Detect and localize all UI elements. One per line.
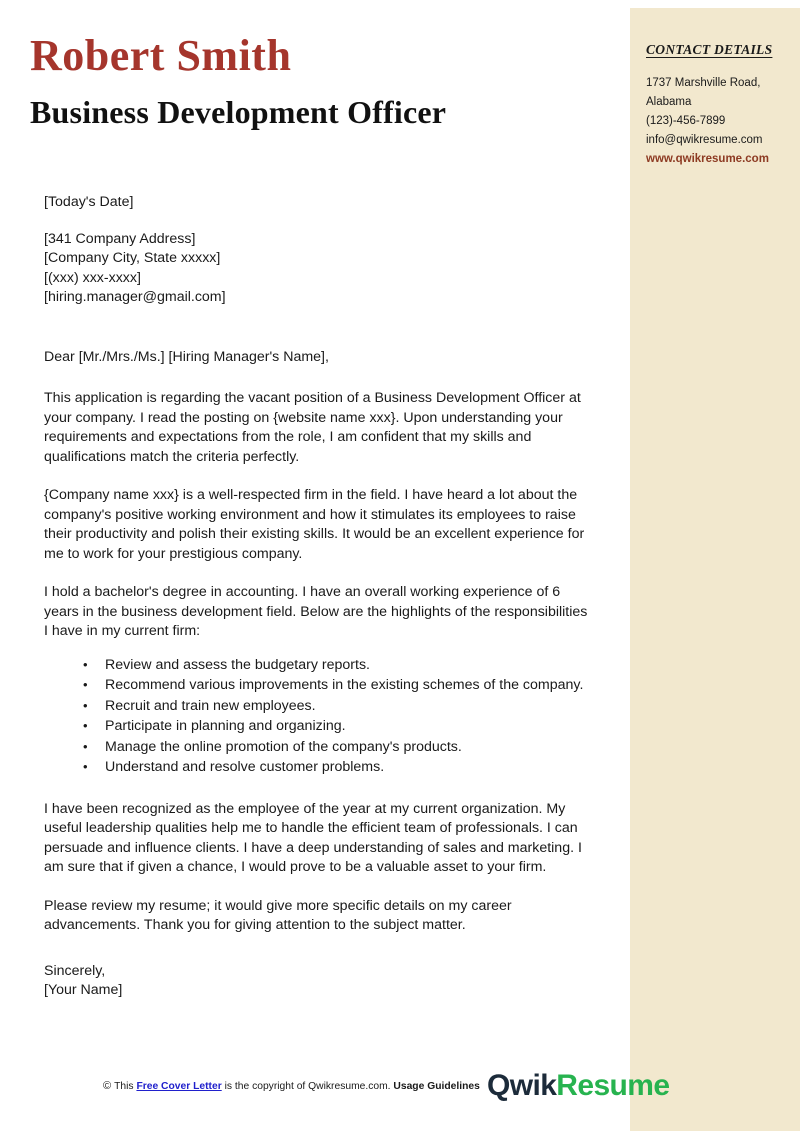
footer-text-before-link: This <box>114 1081 134 1092</box>
contact-website[interactable]: www.qwikresume.com <box>646 153 769 165</box>
letter-body <box>44 193 592 1001</box>
recipient-phone: [(xxx) xxx-xxxx] <box>44 269 141 286</box>
letter-header <box>30 30 610 134</box>
letter-paragraph-3: I hold a bachelor's degree in accounting. I have an overall working experience of 6 years in the business development field. Below are the highlights of the responsibilities I have in my current firm: <box>44 584 588 639</box>
logo-text-qwik: Qwik <box>487 1069 557 1102</box>
list-item: • Recommend various improvements in the existing schemes of the company. <box>83 676 592 696</box>
candidate-job-title: Business Development Officer <box>30 94 447 130</box>
letter-paragraph-2: {Company name xxx} is a well-respected firm in the field. I have heard a lot about the company's positive working environment and how it stimulates its employees to raise their productivity and polish their existing skills. It would be an excellent experience for me to work for your prestigious company. <box>44 487 585 562</box>
logo-text-resume: Resume <box>556 1069 670 1102</box>
footer-text-after-link: is the copyright of Qwikresume.com. <box>224 1081 391 1092</box>
contact-address-line-1: 1737 Marshville Road, <box>646 77 761 89</box>
recipient-email: [hiring.manager@gmail.com] <box>44 289 226 305</box>
list-item: • Manage the online promotion of the company's products. <box>83 738 592 758</box>
letter-salutation: Dear [Mr./Mrs./Ms.] [Hiring Manager's Name], <box>44 348 329 365</box>
recipient-address-block <box>44 230 592 308</box>
responsibilities-list <box>44 656 592 778</box>
letter-paragraph-5: Please review my resume; it would give more specific details on my career advancements. Thank you for giving attention to the subject matter. <box>44 897 512 933</box>
footer-copyright-notice <box>103 1080 480 1092</box>
list-item: • Understand and resolve customer problems. <box>83 758 592 778</box>
contact-details-heading: CONTACT DETAILS <box>646 42 773 57</box>
contact-email[interactable]: info@qwikresume.com <box>646 134 763 146</box>
contact-phone: (123)-456-7899 <box>646 115 726 127</box>
letter-date: [Today's Date] <box>44 194 134 210</box>
qwikresume-logo[interactable] <box>487 1069 669 1103</box>
usage-guidelines-link[interactable]: Usage Guidelines <box>393 1081 480 1092</box>
list-item: • Review and assess the budgetary reports. <box>83 656 592 676</box>
contact-details-list <box>646 74 788 169</box>
letter-paragraph-1: This application is regarding the vacant position of a Business Development Officer at your company. I read the posting on {website name xxx}. Upon understanding your requirements and expectations from the role, I am confident that my skills and qualifications match the criteria perfectly. <box>44 390 581 465</box>
recipient-city-state-zip: [Company City, State xxxxx] <box>44 250 221 266</box>
contact-address-line-2: Alabama <box>646 96 692 108</box>
free-cover-letter-link[interactable]: Free Cover Letter <box>136 1081 222 1092</box>
candidate-name: Robert Smith <box>30 31 292 80</box>
closing-signature-name: [Your Name] <box>44 982 123 998</box>
recipient-street: [341 Company Address] <box>44 230 196 247</box>
copyright-icon: © <box>103 1080 112 1092</box>
page-footer <box>0 1069 800 1113</box>
list-item: • Recruit and train new employees. <box>83 697 592 717</box>
list-item: • Participate in planning and organizing. <box>83 717 592 737</box>
letter-paragraph-4: I have been recognized as the employee of the year at my current organization. My useful leadership qualities help me to handle the efficient team of professionals. I can persuade and influence clients. I have a deep understanding of sales and marketing. I am sure that if given a chance, I would prove to be a valuable asset to your firm. <box>44 800 582 875</box>
contact-details-panel <box>630 8 800 1131</box>
closing-salutation: Sincerely, <box>44 962 106 979</box>
letter-closing <box>44 962 592 1001</box>
